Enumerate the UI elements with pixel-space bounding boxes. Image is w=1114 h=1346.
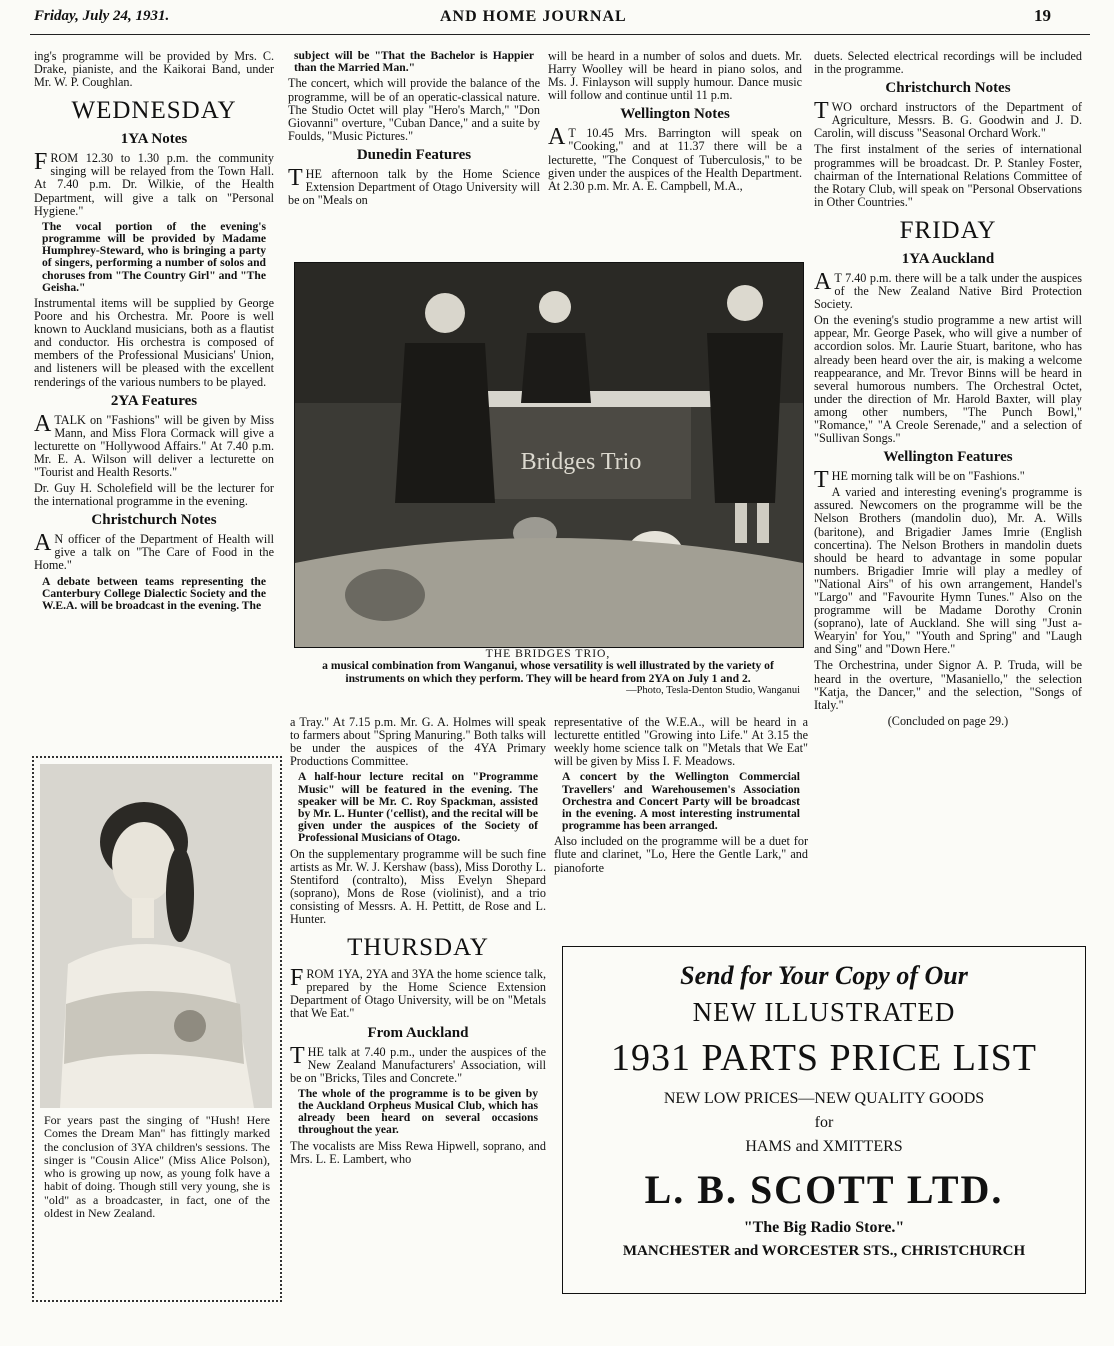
col2b-para-1: a Tray." At 7.15 p.m. Mr. G. A. Holmes will speak to farmers about "Spring Manuring." Both talks will be under the auspices of the 4YA Primary Productions Committee. (290, 715, 546, 769)
col2-para-2: The concert, which will provide the balance of the programme, will be of an operatic-classical nature. The Studio Octet will play "Hero's March," "Don Giovanni" overture, "Cuban Dance," and a suite by Foulds, "Music Pictures." (288, 76, 540, 143)
wellington-notes-heading: Wellington Notes (620, 106, 730, 123)
column-4 (814, 50, 1082, 731)
drop-cap: A (34, 530, 52, 557)
issue-date: Friday, July 24, 1931. (34, 8, 170, 24)
col4-para-3: The first instalment of the series of international programmes will be broadcast. Dr. P. Stanley Foster, chairman of the International Relations Committee of the Rotary Club, will speak on "Personal Observations in Other Countries." (814, 142, 1082, 209)
trio-banner-text: Bridges Trio (520, 449, 642, 475)
col1-para-2: The vocal portion of the evening's programme will be provided by Madame Humphrey-Steward, who is bringing a party of singers, performing a number of solos and choruses from "The Country Girl" and "The Geisha." (42, 219, 266, 294)
col4-para-4: A T 7.40 p.m. there will be a talk under the auspices of the New Zealand Native Bird Protection Society. (814, 268, 1082, 312)
col3-para-1: will be heard in a number of solos and duets. Mr. Harry Woolley will be heard in piano solos, and Ms. J. Finlayson will supply humour. Dance music will follow and continue until 11 p.m. (548, 49, 802, 103)
drop-cap: T (290, 1042, 305, 1069)
photo-bridges-trio (294, 262, 804, 648)
col1-intro: ing's programme will be provided by Mrs. C. Drake, pianiste, and the Kaikorai Band, under Mr. W. P. Coughlan. (34, 49, 274, 90)
wednesday-heading: WEDNESDAY (71, 97, 237, 125)
col3b-para-1: representative of the W.E.A., will be heard in a lecturette entitled "Growing into Life." At 3.15 the weekly home science talk on "Metals that We Eat" will be given by Miss I. F. Meadows. (554, 715, 808, 769)
ad-line-new-illustrated: NEW ILLUSTRATED (692, 997, 956, 1027)
cousin-alice-caption: For years past the singing of "Hush! Here Comes the Dream Man" has fittingly marked the conclusion of 3YA children's sessions. The singer is "Cousin Alice" (Miss Alice Polson), who is growing up now, as young folk have a habit of doing. Though still very young, she is "old" as a broadcaster, in fact, one of the oldest in New Zealand. (44, 1113, 270, 1221)
drop-cap: T (814, 98, 829, 125)
trio-photo-credit: —Photo, Tesla-Denton Studio, Wanganui (626, 685, 800, 697)
col1-1ya-heading: 1YA Notes (120, 131, 188, 148)
from-auckland-heading: From Auckland (367, 1024, 469, 1041)
col3b-para-2: A concert by the Wellington Commercial Travellers' and Warehousemen's Association Orchestra and Concert Party will be broadcast in the evening. A most interesting instrumental programme has been arranged. (562, 770, 800, 833)
col3-para-2: A T 10.45 Mrs. Barrington will speak on "Cooking," and at 11.37 there will be a lecturette, "The Conquest of Tuberculosis," to be given under the auspices of the Health Department. At 2.30 p.m. Mr. A. E. Campbell, M.A., (548, 124, 802, 193)
drop-cap: F (34, 149, 48, 176)
col4-wellington-heading: Wellington Features (883, 449, 1013, 466)
trio-caption-title: THE BRIDGES TRIO, (485, 647, 611, 660)
drop-cap: T (288, 164, 303, 191)
drop-cap: A (814, 268, 832, 295)
ad-address: MANCHESTER and WORCESTER STS., CHRISTCHURCH (622, 1243, 1026, 1259)
ad-line-for: for (814, 1114, 834, 1131)
col1-2ya-heading: 2YA Features (110, 392, 198, 409)
column-3-bottom (554, 716, 808, 878)
col1-christchurch-heading: Christchurch Notes (91, 512, 217, 529)
drop-cap: A (34, 410, 52, 437)
col1-para-5: Dr. Guy H. Scholefield will be the lecturer for the international programme in the evening. (34, 481, 274, 509)
ad-company-name: L. B. SCOTT LTD. (644, 1167, 1004, 1212)
col1-para-6: A N officer of the Department of Health will give a talk on "The Care of Food in the Home." (34, 530, 274, 573)
advertisement-box (562, 946, 1086, 1294)
col1-para-7: A debate between teams representing the Canterbury College Dialectic Society and the W.E.A. will be broadcast in the evening. The (42, 574, 266, 612)
col2-para-1: subject will be "That the Bachelor is Happier than the Married Man." (294, 49, 534, 75)
drop-cap: T (814, 467, 829, 494)
col3b-para-3: Also included on the programme will be a duet for flute and clarinet, "Lo, Here the Gentle Lark," and pianoforte (554, 834, 808, 875)
col2b-para-7: The vocalists are Miss Rewa Hipwell, soprano, and Mrs. L. E. Lambert, who (290, 1138, 546, 1166)
portrait-illustration (40, 764, 272, 1108)
column-2-bottom (290, 716, 546, 1169)
trio-caption-text: a musical combination from Wanganui, whose versatility is well illustrated by the variety of instruments on which they perform. They will be heard from 2YA on July 1 and 2. (322, 659, 774, 685)
journal-title: AND HOME JOURNAL (440, 8, 627, 25)
friday-heading: FRIDAY (899, 216, 997, 244)
col4-1ya-heading: 1YA Auckland (901, 250, 995, 267)
col2b-para-2: A half-hour lecture recital on "Programme Music" will be featured in the evening. The speaker will be Mr. C. Roy Spackman, assisted by Mr. L. Hunter ('cellist), and the recital will be given under the auspices of the Society of Professional Musicians of Otago. (298, 770, 539, 845)
col1-para-3: Instrumental items will be supplied by George Poore and his Orchestra. Mr. Poore is well known to Auckland musicians, both as a flautist and conductor. His orchestra is composed of members of the Professional Musicians' Union, and listeners will be pleased with the excellent renderings of the various numbers to be played. (34, 295, 274, 389)
ad-slogan: "The Big Radio Store." (743, 1219, 905, 1236)
col4-para-8: The Orchestrina, under Signor A. P. Truda, will be heard in the overture, "Masaniello," the selection "Katja, the Dancer," and the selection, "Songs of Italy." (814, 658, 1082, 712)
ad-line-prices: NEW LOW PRICES—NEW QUALITY GOODS (663, 1090, 985, 1107)
page-number: 19 (1034, 6, 1051, 25)
col4-para-7: A varied and interesting evening's programme is assured. Newcomers on the programme will be the Nelson Brothers (mandolin duo), Mr. A. Wills (baritone), and Brigadier James Imrie (English concertina). The Nelson Brothers in mandolin duets should be heard to advantage in some popular numbers. Brigadier Imrie will play a medley of "National Airs" of his own arrangement, Handel's "Largo" and "Favourite Hymn Tunes." Also on the programme will be Madame Dorothy Cronin (soprano), late of Auckland. She will sing "Just a-Wearyin' for You," "Youth and Spring" and "Laugh and Sing" and "Down Here." (814, 485, 1082, 657)
col4-christchurch-heading: Christchurch Notes (885, 80, 1011, 97)
ad-line-send: Send for Your Copy of Our (680, 961, 968, 990)
header-rule (30, 34, 1090, 35)
col2b-para-5: THE talk at 7.40 p.m., under the auspices of the New Zealand Manufacturers' Association, will be on "Bricks, Tiles and Concrete." (290, 1042, 546, 1085)
column-2-top (288, 50, 540, 210)
drop-cap: F (290, 965, 304, 992)
col1-para-1: FROM 12.30 to 1.30 p.m. the community singing will be relayed from the Town Hall. At 7.40 p.m. Dr. Wilkie, of the Health Department, will give a talk on "Personal Hygiene." (34, 149, 274, 218)
col1-para-4: ATALK on "Fashions" will be given by Miss Mann, and Miss Flora Cormack will give a lecturette on "Hollywood Affairs." At 7.40 p.m. Mr. E. A. Wilson will deliver a lecturette on "Tourist and Health Resorts." (34, 410, 274, 479)
col4-para-5: On the evening's studio programme a new artist will appear, Mr. George Pasek, who will give a number of accordion solos. Mr. Laurie Stuart, baritone, who has already been heard over the air, is making a welcome reappearance, and Mr. Trevor Binns will be heard in several humorous numbers. The Orchestral Octet, under the direction of Mr. Harold Baxter, will play among other numbers, "The Punch Bowl," "Romance," "A Creole Serenade," and a selection of "Sullivan Songs." (814, 313, 1082, 446)
trio-caption (296, 648, 800, 698)
column-1 (34, 50, 274, 615)
col4-para-2: TWO orchard instructors of the Department of Agriculture, Messrs. B. G. Goodwin and J. D. Carolin, will discuss "Seasonal Orchard Work." (814, 98, 1082, 141)
col4-para-6: THE morning talk will be on "Fashions." (814, 467, 1025, 494)
col4-para-1: duets. Selected electrical recordings will be included in the programme. (814, 49, 1082, 77)
concluded-note: (Concluded on page 29.) (887, 713, 1009, 728)
thursday-heading: THURSDAY (347, 934, 489, 962)
col2b-para-4: FROM 1YA, 2YA and 3YA the home science talk, prepared by the Home Science Extension Department of Otago University, will be on "Metals that We Eat." (290, 965, 546, 1021)
col2b-para-3: On the supplementary programme will be such fine artists as Mr. W. J. Kershaw (bass), Miss Dorothy L. Stentiford (contralto), Miss Evelyn Shepard (soprano), Mons de Rose (violinist), and a trio consisting of Messrs. A. H. Pettitt, de Rose and L. Hunter. (290, 846, 546, 927)
photo-box-cousin-alice (32, 756, 282, 1302)
column-3-top (548, 50, 802, 196)
photo-cousin-alice (40, 764, 272, 1108)
dunedin-heading: Dunedin Features (356, 146, 472, 163)
ad-line-hams: HAMS and XMITTERS (745, 1138, 903, 1155)
col2b-para-6: The whole of the programme is to be given by the Auckland Orpheus Musical Club, which has already been heard on several occasions throughout the year. (298, 1086, 538, 1137)
ad-line-price-list: 1931 PARTS PRICE LIST (611, 1037, 1037, 1079)
col2-para-3: THE afternoon talk by the Home Science Extension Department of Otago University will be on "Meals on (288, 164, 540, 208)
drop-cap: A (548, 124, 566, 151)
